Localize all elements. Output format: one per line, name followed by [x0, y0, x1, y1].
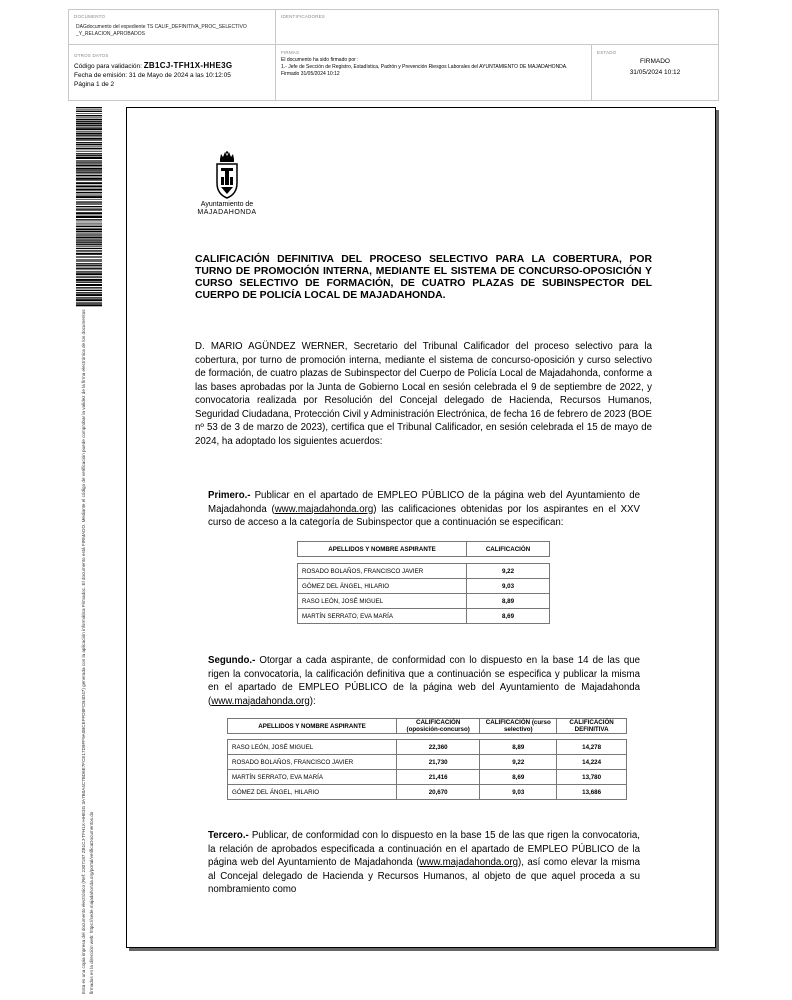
tercero-link[interactable]: www.majadahonda.org	[419, 857, 519, 868]
table-row	[298, 609, 550, 624]
identificadores-label: IDENTIFICADORES	[281, 14, 326, 19]
coat-of-arms-icon	[212, 151, 242, 199]
tercero-text-after: ), así como elevar la misma al Concejal delegado de Hacienda y Recursos Humanos, al objeto de que aquel proceda a su nombramiento como	[208, 857, 641, 895]
documento-cell	[69, 10, 276, 45]
column-header: APELLIDOS Y NOMBRE ASPIRANTE	[298, 542, 467, 557]
table-cell: ROSADO BOLAÑOS, FRANCISCO JAVIER	[228, 755, 397, 770]
table-cell: 8,69	[480, 770, 557, 785]
table-cell: MARTÍN SERRATO, EVA MARÍA	[298, 609, 467, 624]
firmas-intro: El documento ha sido firmado por :	[281, 57, 359, 63]
table-cell: RASO LEÓN, JOSÉ MIGUEL	[228, 740, 397, 755]
barcode-icon	[76, 107, 102, 307]
codigo-value[interactable]: ZB1CJ-TFH1X-HHE3G	[143, 61, 233, 70]
calificaciones-curso-table	[297, 541, 550, 624]
segundo-lead: Segundo.-	[208, 655, 256, 666]
table-header-row	[298, 542, 550, 557]
column-header: APELLIDOS Y NOMBRE ASPIRANTE	[228, 719, 397, 734]
table-cell: 8,69	[467, 609, 550, 624]
pagina-indicator: Página 1 de 2	[74, 81, 115, 88]
table-row	[228, 740, 627, 755]
fecha-emision: Fecha de emisión: 31 de Mayo de 2024 a las 10:12:05	[74, 72, 231, 79]
table-cell: 9,03	[480, 785, 557, 800]
table-cell: 13,686	[557, 785, 627, 800]
primero-lead: Primero.-	[208, 490, 251, 501]
table-row	[228, 770, 627, 785]
table-cell: 20,670	[397, 785, 480, 800]
document-header	[68, 9, 719, 101]
table-cell: MARTÍN SERRATO, EVA MARÍA	[228, 770, 397, 785]
side-verification-text: Esta es una copia impresa del documento electrónico (Ref: 2307187 ZB1CJ-TFH1X-HHE3G 3A7B0A4C7BD6E7FCE17D9FF9A0BCEFFD8FCB4D47) generada con la aplicación informática Firmadoc. El documento está FIRMADO. Mediante el código de verificación puede comprobar la validez de la firma electrónica de los documentos firmados en la dirección web: https://sede.majadahonda.org/portal/verificaDocumentos.do	[81, 309, 94, 994]
intro-paragraph: D. MARIO AGÜNDEZ WERNER, Secretario del Tribunal Calificador del proceso selectivo para la cobertura, por turno de promoción interna, mediante el sistema de concurso-oposición y curso selectivo de formación, de cuatro plazas de Subinspector del Cuerpo de Policía Local de Majadahonda, conforme a las bases aprobadas por la Junta de Gobierno Local en sesión celebrada el 9 de septiembre de 2022, y convocatoria realizada por Resolución del Concejal delegado de Hacienda, Recursos Humanos, Seguridad Ciudadana, Protección Civil y Administración Electrónica, de fecha 16 de febrero de 2023 (BOE nº 53 de 3 de marzo de 2023), certifica que el Tribunal Calificador, en sesión celebrada el 15 de mayo de 2024, ha adoptado los siguientes acuerdos:	[195, 341, 652, 447]
logo-line2: MAJADAHONDA	[197, 209, 257, 216]
otros-datos-label: OTROS DATOS	[74, 53, 109, 58]
calificacion-definitiva-table	[227, 718, 627, 800]
firmas-text: 1.- Jefe de Sección de Registro, Estadística, Padrón y Prevención Riesgos Laborales del AYUNTAMIENTO DE MAJADAHONDA. Firmado 31/05/2024 10:12	[281, 64, 568, 77]
segundo-text-after: ):	[309, 695, 316, 707]
tercero-text-before: Publicar, de conformidad con lo dispuesto en la base 15 de las que rigen la convocatoria, la relación de aprobados especificada a continuación en el apartado de EMPLEO PÚBLICO de la página web del Ayuntamiento de Majadahonda (	[208, 830, 640, 868]
table-row	[228, 785, 627, 800]
table-row	[298, 564, 550, 579]
table-cell: GÓMEZ DEL ÁNGEL, HILARIO	[298, 579, 467, 594]
column-header: CALIFICACIÓN (oposición-concurso)	[397, 719, 480, 734]
table-cell: 21,416	[397, 770, 480, 785]
table-cell: ROSADO BOLAÑOS, FRANCISCO JAVIER	[298, 564, 467, 579]
firmas-label: FIRMAS	[281, 50, 300, 55]
codigo-validacion[interactable]	[74, 61, 270, 71]
column-header: CALIFICACIÓN DEFINITIVA	[557, 719, 627, 734]
primero-link[interactable]: www.majadahonda.org	[274, 503, 374, 515]
identificadores-cell	[276, 10, 718, 45]
table-cell: 9,22	[480, 755, 557, 770]
column-header: CALIFICACIÓN (curso selectivo)	[480, 719, 557, 734]
table-cell: 22,360	[397, 740, 480, 755]
table-row	[298, 579, 550, 594]
documento-label: DOCUMENTO	[74, 14, 106, 19]
table-header-row	[228, 719, 627, 734]
firmas-cell	[276, 45, 592, 100]
tercero-lead: Tercero.-	[208, 830, 249, 841]
table-cell: 9,03	[467, 579, 550, 594]
table-cell: 14,278	[557, 740, 627, 755]
documento-value: DAGdocumento del expediente TS CALIF_DEFINITIVA_PROC_SELECTIVO _Y_RELACION_APROBADOS	[76, 24, 247, 37]
segundo-text-before: Otorgar a cada aspirante, de conformidad con lo dispuesto en la base 14 de las que rigen la convocatoria, la calificación definitiva que a continuación se especifica y publicar la misma en el apartado de EMPLEO PÚBLICO de la página web del Ayuntamiento de Majadahonda (	[208, 655, 640, 707]
table-cell: 14,224	[557, 755, 627, 770]
acuerdo-segundo	[208, 654, 640, 708]
municipal-logo	[192, 151, 262, 226]
table-cell: RASO LEÓN, JOSÉ MIGUEL	[298, 594, 467, 609]
estado-fecha: 31/05/2024 10:12	[629, 69, 681, 76]
column-header: CALIFICACIÓN	[467, 542, 550, 557]
logo-line1: Ayuntamiento de	[200, 201, 254, 208]
table-cell: 8,89	[467, 594, 550, 609]
table-cell: GÓMEZ DEL ÁNGEL, HILARIO	[228, 785, 397, 800]
document-title: CALIFICACIÓN DEFINITIVA DEL PROCESO SELECTIVO PARA LA COBERTURA, POR TURNO DE PROMOCIÓN INTERNA, MEDIANTE EL SISTEMA DE CONCURSO-OPOSICIÓN Y CURSO SELECTIVO DE FORMACIÓN, DE CUATRO PLAZAS DE SUBINSPECTOR DEL CUERPO DE POLICÍA LOCAL DE MAJADAHONDA.	[195, 254, 652, 301]
otros-datos-cell	[69, 45, 276, 100]
segundo-link[interactable]: www.majadahonda.org	[211, 695, 310, 707]
primero-text-before: Publicar en el apartado de EMPLEO PÚBLICO de la página web del Ayuntamiento de Majadahonda (	[208, 490, 640, 515]
acuerdo-primero	[208, 489, 640, 530]
estado-label: ESTADO	[597, 50, 617, 55]
table-row	[228, 755, 627, 770]
estado-value: FIRMADO	[640, 58, 670, 65]
estado-cell	[592, 45, 718, 100]
table-row	[298, 594, 550, 609]
acuerdo-tercero	[208, 829, 640, 897]
table-cell: 9,22	[467, 564, 550, 579]
table-cell: 21,730	[397, 755, 480, 770]
table-cell: 8,89	[480, 740, 557, 755]
codigo-label: Código para validación:	[74, 63, 142, 70]
table-cell: 13,780	[557, 770, 627, 785]
primero-text-after: ) las calificaciones obtenidas por los aspirantes en el XXV curso de acceso a la categoría de Subinspector que a continuación se especifican:	[208, 503, 640, 528]
